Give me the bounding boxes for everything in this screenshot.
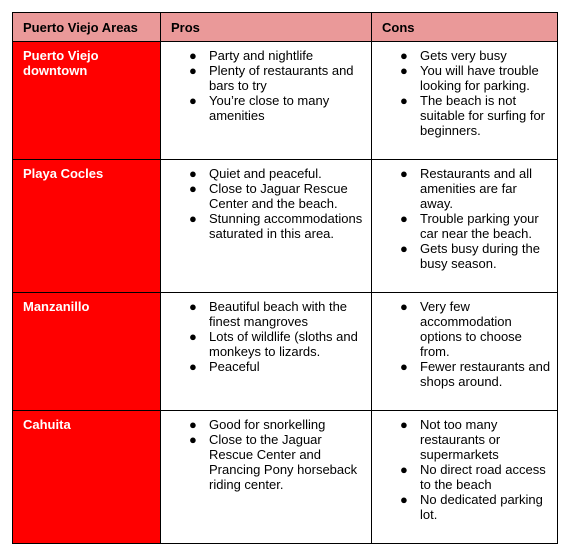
cons-cell xyxy=(372,293,558,411)
header-pros: Pros xyxy=(161,13,372,42)
list-item xyxy=(161,181,365,211)
list-item xyxy=(372,359,551,389)
bullet-icon: ● xyxy=(400,166,408,181)
list-item-text: Fewer restaurants and shops around. xyxy=(420,359,551,389)
bullet-icon: ● xyxy=(189,63,197,78)
bullet-icon: ● xyxy=(400,63,408,78)
pros-cell xyxy=(161,411,372,544)
bullet-icon: ● xyxy=(400,93,408,108)
pros-cell xyxy=(161,160,372,293)
pros-cell xyxy=(161,42,372,160)
list-item-text: Gets very busy xyxy=(420,48,507,63)
list-item xyxy=(161,329,365,359)
table-row xyxy=(13,160,558,293)
cons-cell xyxy=(372,160,558,293)
list-item xyxy=(161,299,365,329)
list-item xyxy=(161,211,365,241)
list-item-text: No direct road access to the beach xyxy=(420,462,546,492)
list-item xyxy=(161,93,365,123)
bullet-icon: ● xyxy=(189,93,197,108)
list-item xyxy=(161,48,365,63)
bullet-icon: ● xyxy=(189,181,197,196)
list-item-text: Beautiful beach with the finest mangroves xyxy=(209,299,348,329)
bullet-icon: ● xyxy=(400,48,408,63)
table-row xyxy=(13,42,558,160)
list-item xyxy=(372,299,551,359)
bullet-icon: ● xyxy=(400,359,408,374)
bullet-icon: ● xyxy=(400,241,408,256)
list-item-text: Stunning accommodations saturated in this area. xyxy=(209,211,363,241)
list-item xyxy=(372,492,551,522)
pros-cell xyxy=(161,293,372,411)
list-item-text: Peaceful xyxy=(209,359,260,374)
bullet-icon: ● xyxy=(189,166,197,181)
area-name: Manzanillo xyxy=(13,293,161,411)
list-item xyxy=(372,241,551,271)
list-item xyxy=(161,432,365,492)
list-item-text: Lots of wildlife (sloths and monkeys to lizards. xyxy=(209,329,358,359)
bullet-icon: ● xyxy=(189,359,197,374)
header-row xyxy=(13,13,558,42)
bullet-icon: ● xyxy=(189,48,197,63)
bullet-icon: ● xyxy=(400,492,408,507)
areas-table xyxy=(12,12,558,544)
list-item xyxy=(372,48,551,63)
list-item xyxy=(372,462,551,492)
table-row xyxy=(13,411,558,544)
list-item-text: Close to Jaguar Rescue Center and the beach. xyxy=(209,181,348,211)
cons-list xyxy=(372,166,551,271)
area-name: Puerto Viejo downtown xyxy=(13,42,161,160)
list-item-text: Trouble parking your car near the beach. xyxy=(420,211,539,241)
list-item xyxy=(161,359,365,374)
table-row xyxy=(13,293,558,411)
pros-list xyxy=(161,166,365,241)
bullet-icon: ● xyxy=(189,432,197,447)
header-cons: Cons xyxy=(372,13,558,42)
list-item xyxy=(372,211,551,241)
bullet-icon: ● xyxy=(189,329,197,344)
cons-cell xyxy=(372,42,558,160)
bullet-icon: ● xyxy=(400,211,408,226)
cons-list xyxy=(372,48,551,138)
list-item-text: The beach is not suitable for surfing for beginners. xyxy=(420,93,546,138)
list-item xyxy=(372,417,551,462)
list-item-text: Good for snorkelling xyxy=(209,417,326,432)
list-item xyxy=(372,63,551,93)
list-item-text: Not too many restaurants or supermarkets xyxy=(420,417,501,462)
list-item-text: Plenty of restaurants and bars to try xyxy=(209,63,354,93)
list-item xyxy=(372,93,551,138)
list-item-text: Gets busy during the busy season. xyxy=(420,241,540,271)
list-item-text: You will have trouble looking for parking. xyxy=(420,63,539,93)
list-item xyxy=(161,166,365,181)
list-item xyxy=(161,63,365,93)
list-item xyxy=(161,417,365,432)
bullet-icon: ● xyxy=(189,299,197,314)
header-areas: Puerto Viejo Areas xyxy=(13,13,161,42)
pros-list xyxy=(161,48,365,123)
list-item-text: Very few accommodation options to choose from. xyxy=(420,299,522,359)
list-item-text: Party and nightlife xyxy=(209,48,314,63)
area-name: Playa Cocles xyxy=(13,160,161,293)
cons-cell xyxy=(372,411,558,544)
bullet-icon: ● xyxy=(400,417,408,432)
list-item-text: Restaurants and all amenities are far away. xyxy=(420,166,533,211)
list-item-text: Quiet and peaceful. xyxy=(209,166,322,181)
area-name: Cahuita xyxy=(13,411,161,544)
pros-list xyxy=(161,299,365,374)
cons-list xyxy=(372,299,551,389)
list-item-text: Close to the Jaguar Rescue Center and Prancing Pony horseback riding center. xyxy=(209,432,358,492)
list-item-text: No dedicated parking lot. xyxy=(420,492,543,522)
bullet-icon: ● xyxy=(189,211,197,226)
bullet-icon: ● xyxy=(400,299,408,314)
list-item-text: You’re close to many amenities xyxy=(209,93,330,123)
bullet-icon: ● xyxy=(189,417,197,432)
bullet-icon: ● xyxy=(400,462,408,477)
list-item xyxy=(372,166,551,211)
cons-list xyxy=(372,417,551,522)
pros-list xyxy=(161,417,365,492)
